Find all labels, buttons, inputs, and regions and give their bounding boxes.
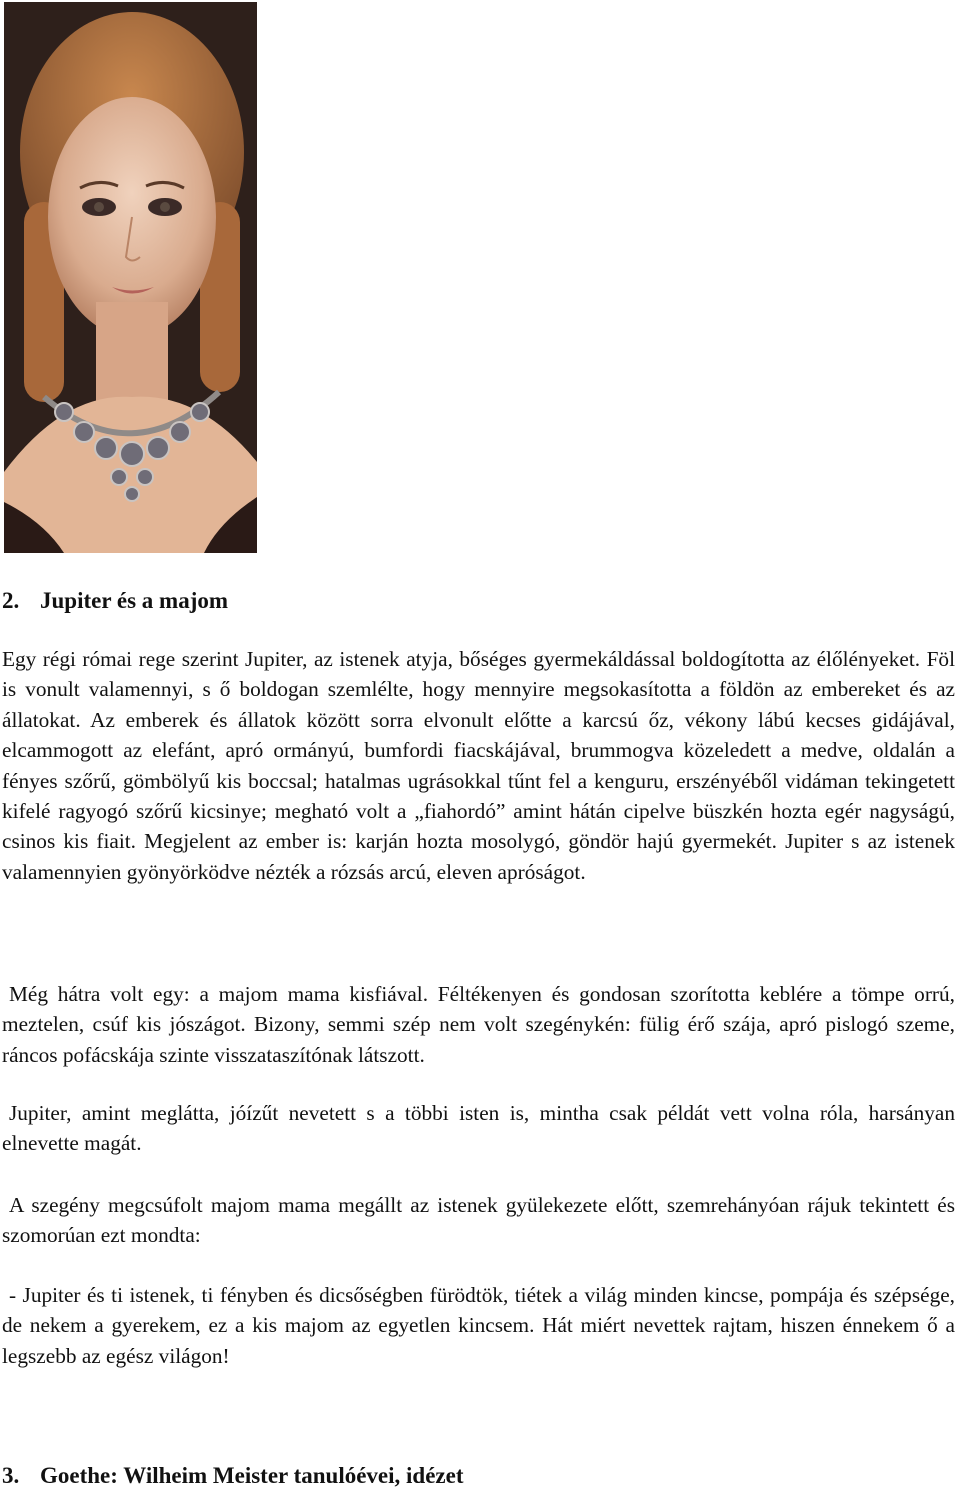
section-2-title: Jupiter és a majom	[40, 588, 229, 613]
story-paragraph-4: A szegény megcsúfolt majom mama megállt az istenek gyülekezete előtt, szemrehányóan rájuk tekintett és szomorúan ezt mondta:	[2, 1193, 955, 1248]
section-3-number: 3.	[2, 1463, 20, 1488]
portrait-illustration	[4, 2, 257, 553]
story-paragraph-5: - Jupiter és ti istenek, ti fényben és dicsőségben fürödtök, tiétek a világ minden kincse, pompája és szépsége, de nekem a gyerekem, ez a kis majom az egyetlen kincsem. Hát miért nevettek rajtam, hiszen énnekem ő a legszebb az egész világon!	[2, 1283, 955, 1368]
section-2-number: 2.	[2, 588, 20, 613]
section-3-title: Goethe: Wilheim Meister tanulóévei, idézet	[40, 1463, 464, 1488]
portrait-photo	[4, 2, 257, 553]
story-paragraph-3: Jupiter, amint meglátta, jóízűt nevetett s a többi isten is, mintha csak példát vett volna róla, harsányan elnevette magát.	[2, 1101, 955, 1156]
section-2-heading	[2, 587, 228, 615]
story-paragraph-2: Még hátra volt egy: a majom mama kisfiával. Féltékenyen és gondosan szorította keblére a tömpe orrú, meztelen, csúf kis jószágot. Bizony, semmi szép nem volt szegénykén: fülig érő szája, apró pislogó szeme, ráncos pofácskája szinte visszataszítónak látszott.	[2, 982, 955, 1067]
story-paragraph-1: Egy régi római rege szerint Jupiter, az istenek atyja, bőséges gyermekáldással boldogította az élőlényeket. Föl is vonult valamennyi, s ő boldogan szemlélte, hogy mennyire megsokasította a földön az embereket és az állatokat. Az emberek és állatok között sorra elvonult előtte a karcsú őz, vékony lábú kecses gidájával, elcammogott az elefánt, apró ormányú, bumfordi fiacskájával, brummogva közeledett a medve, oldalán a fényes szőrű, gömbölyű kis boccsal; hatalmas ugrásokkal tűnt fel a kenguru, erszényéből vidáman tekingetett kifelé ragyogó szőrű kicsinye; megható volt a „fiahordó” amint hátán cipelve büszkén hozta egér nagyságú, csinos kis fiait. Megjelent az ember is: karján hozta mosolygó, göndör hajú gyermekét. Jupiter s az istenek valamennyien gyönyörködve nézték a rózsás arcú, eleven apróságot.	[2, 647, 955, 884]
section-3-heading	[2, 1462, 464, 1490]
